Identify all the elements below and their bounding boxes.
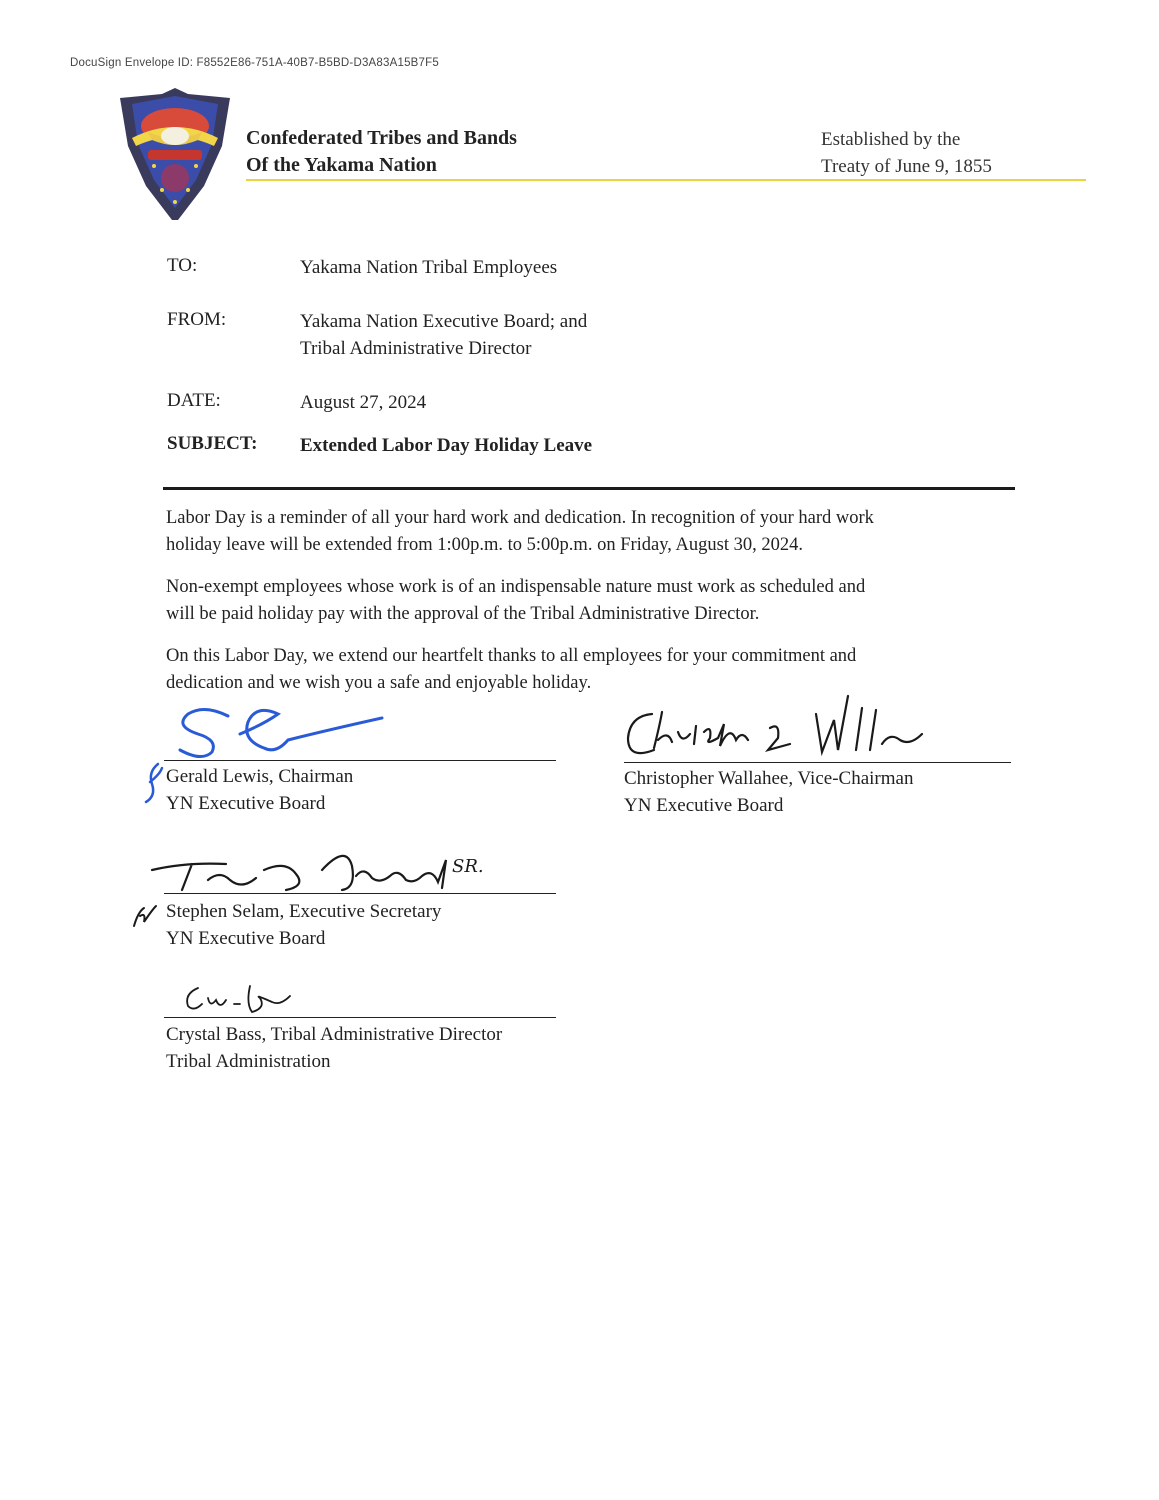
wallahee-block — [624, 765, 913, 819]
bass-signature-line — [164, 1017, 556, 1018]
wallahee-name: Christopher Wallahee, Vice-Chairman — [624, 768, 914, 789]
envelope-id: DocuSign Envelope ID: F8552E86-751A-40B7-B5BD-D3A83A15B7F5 — [70, 57, 439, 69]
from-line-2: Tribal Administrative Director — [300, 338, 532, 359]
paragraph-3-line-2: dedication and we wish you a safe and enjoyable holiday. — [166, 673, 592, 693]
subject-label: SUBJECT: — [167, 433, 258, 454]
lewis-initials-mark — [140, 760, 166, 806]
selam-signature-suffix: SR. — [452, 856, 484, 877]
paragraph-1-line-1: Labor Day is a reminder of all your hard work and dedication. In recognition of your hard work — [166, 508, 874, 528]
paragraph-2-line-1: Non-exempt employees whose work is of an indispensable nature must work as scheduled and — [166, 577, 866, 597]
est-line-1: Established by the — [821, 129, 961, 150]
lewis-signature-line — [164, 760, 556, 761]
proxy-initials-mark — [130, 900, 160, 930]
from-label: FROM: — [167, 309, 227, 330]
organization-name — [246, 125, 517, 179]
wallahee-signature-line — [624, 762, 1011, 763]
selam-block — [166, 898, 441, 952]
bass-signature — [180, 982, 300, 1018]
lewis-name: Gerald Lewis, Chairman — [166, 766, 354, 787]
from-line-1: Yakama Nation Executive Board; and — [300, 311, 588, 332]
paragraph-1 — [166, 505, 1006, 559]
yakama-nation-seal-logo — [118, 86, 232, 222]
wallahee-org: YN Executive Board — [624, 795, 784, 816]
bass-block — [166, 1021, 502, 1075]
date-value: August 27, 2024 — [300, 392, 427, 413]
wallahee-signature — [620, 694, 930, 764]
memo-divider — [163, 487, 1015, 490]
bass-org: Tribal Administration — [166, 1051, 331, 1072]
to-label: TO: — [167, 255, 198, 276]
paragraph-3 — [166, 643, 1006, 697]
established-note — [821, 126, 992, 180]
date-label: DATE: — [167, 390, 221, 411]
lewis-org: YN Executive Board — [166, 793, 326, 814]
selam-signature — [146, 840, 486, 896]
org-line-2: Of the Yakama Nation — [246, 154, 437, 176]
header-gold-rule — [246, 179, 1086, 181]
paragraph-2-line-2: will be paid holiday pay with the approval of the Tribal Administrative Director. — [166, 604, 760, 624]
from-value — [300, 308, 587, 362]
paragraph-2 — [166, 574, 1006, 628]
selam-org: YN Executive Board — [166, 928, 326, 949]
bass-name: Crystal Bass, Tribal Administrative Director — [166, 1024, 503, 1045]
lewis-signature — [168, 700, 388, 762]
org-line-1: Confederated Tribes and Bands — [246, 127, 517, 149]
selam-name: Stephen Selam, Executive Secretary — [166, 901, 442, 922]
lewis-block — [166, 763, 353, 817]
paragraph-3-line-1: On this Labor Day, we extend our heartfelt thanks to all employees for your commitment and — [166, 646, 857, 666]
subject-value: Extended Labor Day Holiday Leave — [300, 435, 593, 456]
est-line-2: Treaty of June 9, 1855 — [821, 156, 992, 177]
to-value: Yakama Nation Tribal Employees — [300, 257, 558, 278]
selam-signature-line — [164, 893, 556, 894]
paragraph-1-line-2: holiday leave will be extended from 1:00p.m. to 5:00p.m. on Friday, August 30, 2024. — [166, 535, 803, 555]
